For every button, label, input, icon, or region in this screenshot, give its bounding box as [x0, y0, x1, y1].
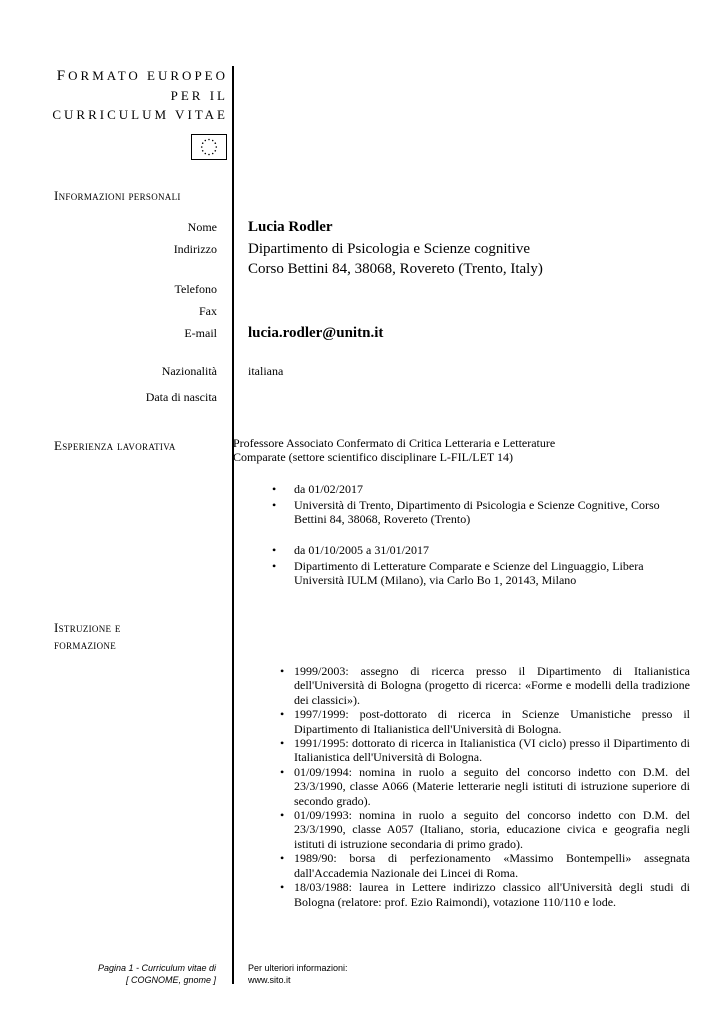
job-position	[233, 436, 563, 464]
list-item: • da 01/02/2017	[272, 482, 363, 496]
section-work-experience: Esperienza lavorativa	[54, 438, 176, 453]
list-item: • 01/09/1994: nomina in ruolo a seguito del concorso indetto con D.M. del 23/3/1990, classe A066 (Materie letterarie negli istituti di istruzione superiore di secondo grado).	[280, 764, 690, 808]
education-list	[280, 664, 690, 909]
list-item: • 1997/1999: post-dottorato di ricerca in Scienze Umanistiche presso il Dipartimento di Italianistica dell'Università di Bologna.	[280, 707, 690, 736]
address-line-2: Corso Bettini 84, 38068, Rovereto (Trento, Italy)	[248, 261, 543, 277]
section-education-line-1: Istruzione e	[54, 620, 121, 635]
footer-contact-info	[248, 962, 348, 986]
column-divider	[232, 66, 234, 984]
footer-website-link[interactable]: www.sito.it	[248, 975, 291, 985]
email-value: lucia.rodler@unitn.it	[248, 325, 384, 341]
work-group-1	[272, 482, 692, 526]
section-personal-info: Informazioni personali	[54, 188, 181, 203]
footer-page-line-2: [ COGNOME, gnome ]	[125, 975, 216, 985]
title-line-3: CURRICULUM VITAE	[52, 107, 228, 122]
name-label: Nome	[187, 220, 217, 234]
list-item: • 01/09/1993: nomina in ruolo a seguito del concorso indetto con D.M. del 23/3/1990, classe A057 (Italiano, storia, educazione civica e geografia negli istituti di istruzione secondaria di primo grado).	[280, 808, 690, 851]
phone-label: Telefono	[174, 282, 217, 296]
eu-flag-icon	[191, 134, 227, 160]
name-value: Lucia Rodler	[248, 219, 333, 235]
title-line-2: PER IL	[170, 88, 228, 103]
footer-page-info	[98, 962, 216, 986]
list-item: • Università di Trento, Dipartimento di Psicologia e Scienze Cognitive, Corso Bettini 84, 38068, Rovereto (Trento)	[272, 498, 660, 526]
list-item: • da 01/10/2005 a 31/01/2017	[272, 543, 429, 557]
nationality-label: Nazionalità	[161, 364, 217, 378]
section-education	[54, 619, 121, 653]
section-education-line-2: formazione	[54, 637, 117, 652]
footer-contact-line-1: Per ulteriori informazioni:	[248, 963, 348, 973]
job-position-line-2: Comparate (settore scientifico disciplinare L-FIL/LET 14)	[233, 450, 514, 464]
list-item: • 1989/90: borsa di perfezionamento «Massimo Bontempelli» assegnata dall'Accademia Nazionale dei Lincei di Roma.	[280, 851, 690, 880]
nationality-value: italiana	[248, 364, 284, 378]
job-position-line-1: Professore Associato Confermato di Critica Letteraria e Letterature	[233, 436, 556, 450]
list-item: • 18/03/1988: laurea in Lettere indirizzo classico all'Università degli studi di Bologna (relatore: prof. Ezio Raimondi), votazione 110/110 e lode.	[280, 880, 690, 909]
email-label: E-mail	[184, 326, 217, 340]
address-line-1: Dipartimento di Psicologia e Scienze cognitive	[248, 241, 531, 257]
fax-label: Fax	[199, 304, 217, 318]
list-item: • 1999/2003: assegno di ricerca presso il Dipartimento di Italianistica dell'Università di Bologna (progetto di ricerca: «Forme e modelli della tradizione dei classici»).	[280, 664, 690, 707]
title-line-1: FORMATO EUROPEO	[56, 68, 228, 84]
work-group-2	[272, 543, 692, 587]
cv-title	[52, 66, 228, 124]
address-label: Indirizzo	[173, 242, 217, 256]
list-item: • 1991/1995: dottorato di ricerca in Italianistica (VI ciclo) presso il Dipartimento di Italianistica dell'Università di Bologna.	[280, 736, 690, 765]
footer-page-line-1: Pagina 1 - Curriculum vitae di	[97, 963, 216, 973]
list-item: • Dipartimento di Letterature Comparate e Scienze del Linguaggio, Libera Università IULM (Milano), via Carlo Bo 1, 20143, Milano	[272, 559, 644, 587]
birth-date-label: Data di nascita	[145, 390, 217, 404]
